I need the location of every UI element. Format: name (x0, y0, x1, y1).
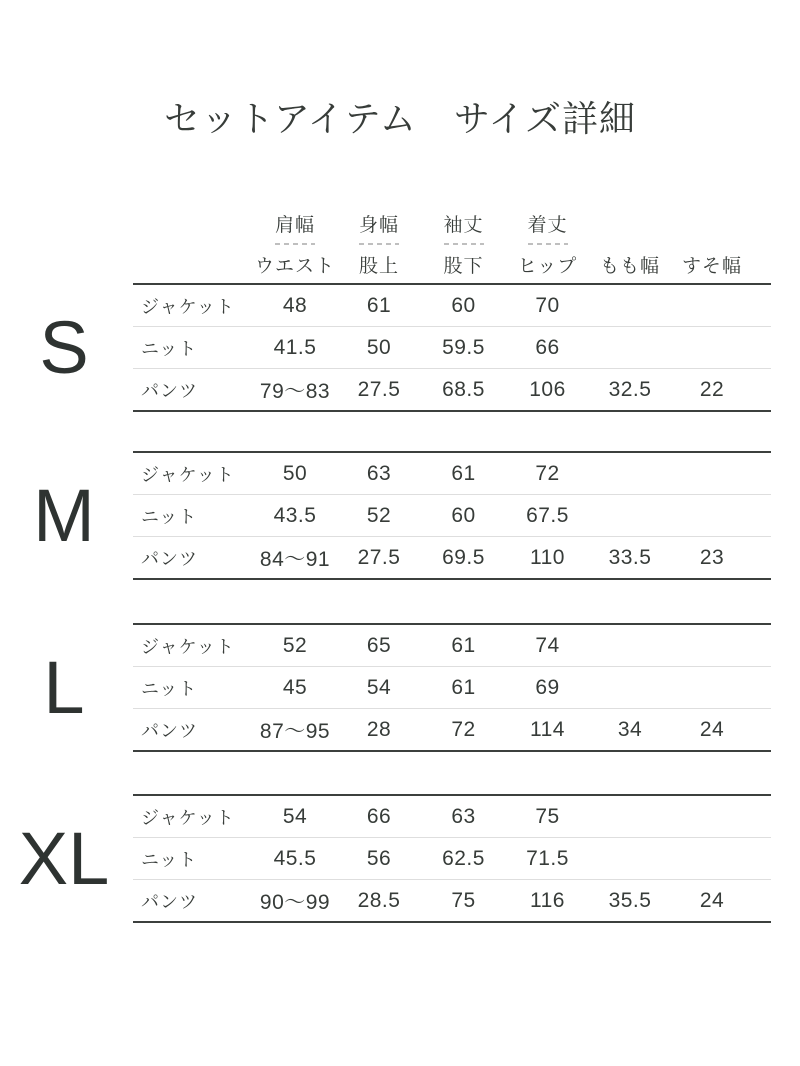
header-top-label: 肩幅 (274, 214, 315, 236)
value-cell: 27.5 (357, 545, 401, 569)
value-cell: 74 (535, 633, 560, 657)
table-row (133, 326, 771, 368)
value-cell: 50 (282, 461, 308, 485)
value-cell: 61 (366, 293, 392, 317)
table-row (133, 796, 771, 837)
value-cell: 114 (530, 717, 565, 741)
size-table (133, 623, 771, 752)
item-label: パンツ (141, 548, 198, 569)
item-label: パンツ (141, 720, 198, 741)
table-header (253, 205, 753, 281)
value-cell: 33.5 (608, 545, 652, 569)
column-header-sleeve-inseam (421, 205, 506, 281)
header-bottom-label: 股上 (358, 255, 399, 277)
page-title: セットアイテム サイズ詳細 (163, 98, 636, 139)
value-cell: 71.5 (526, 846, 569, 870)
item-label: ジャケット (141, 296, 235, 317)
value-cell: 41.5 (273, 335, 317, 359)
item-label: ニット (141, 849, 198, 870)
value-cell: 28.5 (357, 888, 401, 912)
size-table (133, 451, 771, 580)
value-cell: 24 (699, 888, 725, 912)
value-cell: 60 (451, 503, 476, 527)
value-cell: 27.5 (357, 377, 401, 401)
value-cell: 52 (366, 503, 392, 527)
value-cell: 72 (535, 461, 560, 485)
value-cell: 56 (366, 846, 392, 870)
column-header-hem (671, 205, 753, 281)
value-cell: 54 (366, 675, 392, 699)
size-table (133, 794, 771, 923)
table-row (133, 837, 771, 879)
value-cell: 110 (530, 545, 565, 569)
table-row (133, 453, 771, 494)
value-cell: 106 (529, 377, 566, 401)
item-label: ジャケット (141, 807, 235, 828)
header-bottom-label: すそ幅 (681, 255, 742, 277)
value-cell: 84〜91 (259, 547, 331, 571)
value-cell: 54 (282, 804, 308, 828)
value-cell: 35.5 (608, 888, 652, 912)
value-cell: 79〜83 (259, 379, 331, 403)
value-cell: 43.5 (273, 503, 317, 527)
value-cell: 59.5 (442, 335, 485, 359)
table-row (133, 536, 771, 578)
item-label: パンツ (141, 380, 198, 401)
item-label: ジャケット (141, 464, 235, 485)
item-label: ニット (141, 338, 198, 359)
value-cell: 66 (535, 335, 560, 359)
value-cell: 69 (535, 675, 560, 699)
value-cell: 52 (282, 633, 308, 657)
value-cell: 34 (617, 717, 643, 741)
value-cell: 24 (699, 717, 725, 741)
table-row (133, 625, 771, 666)
value-cell: 75 (451, 888, 476, 912)
column-header-shoulder-waist (253, 205, 337, 281)
value-cell: 62.5 (442, 846, 485, 870)
dash-line (528, 243, 568, 245)
value-cell: 22 (699, 377, 725, 401)
column-header-thigh (589, 205, 671, 281)
value-cell: 61 (451, 675, 476, 699)
table-row (133, 708, 771, 750)
header-bottom-label: ウエスト (254, 255, 335, 277)
value-cell: 45 (282, 675, 308, 699)
value-cell: 23 (699, 545, 725, 569)
value-cell: 61 (451, 461, 476, 485)
table-row (133, 285, 771, 326)
value-cell: 68.5 (442, 377, 485, 401)
table-row (133, 368, 771, 410)
size-table (133, 283, 771, 412)
value-cell: 66 (366, 804, 392, 828)
value-cell: 65 (366, 633, 392, 657)
value-cell: 63 (366, 461, 392, 485)
header-top-label: 着丈 (527, 214, 568, 236)
header-bottom-label: もも幅 (599, 255, 660, 277)
item-label: パンツ (141, 891, 198, 912)
value-cell: 87〜95 (259, 719, 331, 743)
column-header-length-hip (506, 205, 589, 281)
item-label: ジャケット (141, 636, 235, 657)
size-label-l: L (43, 645, 85, 729)
dash-line (359, 243, 399, 245)
value-cell: 70 (535, 293, 560, 317)
value-cell: 61 (451, 633, 476, 657)
item-label: ニット (141, 678, 198, 699)
dash-line (275, 243, 315, 245)
value-cell: 45.5 (273, 846, 317, 870)
table-row (133, 494, 771, 536)
value-cell: 50 (366, 335, 392, 359)
size-label-xl: XL (18, 816, 110, 900)
table-row (133, 879, 771, 921)
value-cell: 63 (451, 804, 476, 828)
value-cell: 116 (530, 888, 565, 912)
value-cell: 69.5 (442, 545, 485, 569)
table-row (133, 666, 771, 708)
value-cell: 72 (451, 717, 476, 741)
value-cell: 28 (366, 717, 392, 741)
header-top-label: 身幅 (358, 214, 399, 236)
value-cell: 75 (535, 804, 560, 828)
value-cell: 60 (451, 293, 476, 317)
value-cell: 90〜99 (259, 890, 331, 914)
item-label: ニット (141, 506, 198, 527)
value-cell: 48 (282, 293, 308, 317)
value-cell: 32.5 (608, 377, 652, 401)
header-bottom-label: 股下 (443, 255, 484, 277)
header-bottom-label: ヒップ (517, 255, 578, 277)
dash-line (444, 243, 484, 245)
size-label-s: S (39, 305, 89, 389)
size-label-m: M (33, 473, 95, 557)
value-cell: 67.5 (526, 503, 569, 527)
column-header-body-rise (337, 205, 421, 281)
header-top-label: 袖丈 (443, 214, 484, 236)
